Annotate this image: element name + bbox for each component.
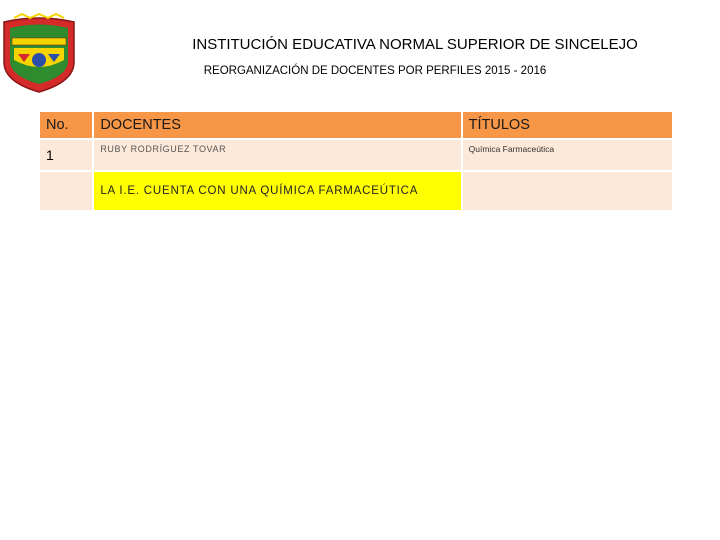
highlight-note: LA I.E. CUENTA CON UNA QUÍMICA FARMACEÚTICA — [94, 172, 460, 210]
header-titulos: TÍTULOS — [463, 112, 672, 138]
table-row — [40, 172, 672, 210]
empty-cell — [40, 172, 92, 210]
institution-crest-icon — [0, 12, 78, 94]
row-docente: RUBY RODRÍGUEZ TOVAR — [94, 140, 460, 170]
table-row — [40, 140, 672, 170]
empty-cell — [463, 172, 672, 210]
row-titulo: Química Farmaceútica — [463, 140, 672, 170]
header-no: No. — [40, 112, 92, 138]
row-number: 1 — [40, 140, 92, 170]
teachers-table — [38, 110, 674, 212]
table-header-row — [40, 112, 672, 138]
page-subtitle: REORGANIZACIÓN DE DOCENTES POR PERFILES 2015 - 2016 — [203, 65, 547, 77]
header-docentes: DOCENTES — [94, 112, 460, 138]
page-title: INSTITUCIÓN EDUCATIVA NORMAL SUPERIOR DE SINCELEJO — [192, 36, 638, 53]
